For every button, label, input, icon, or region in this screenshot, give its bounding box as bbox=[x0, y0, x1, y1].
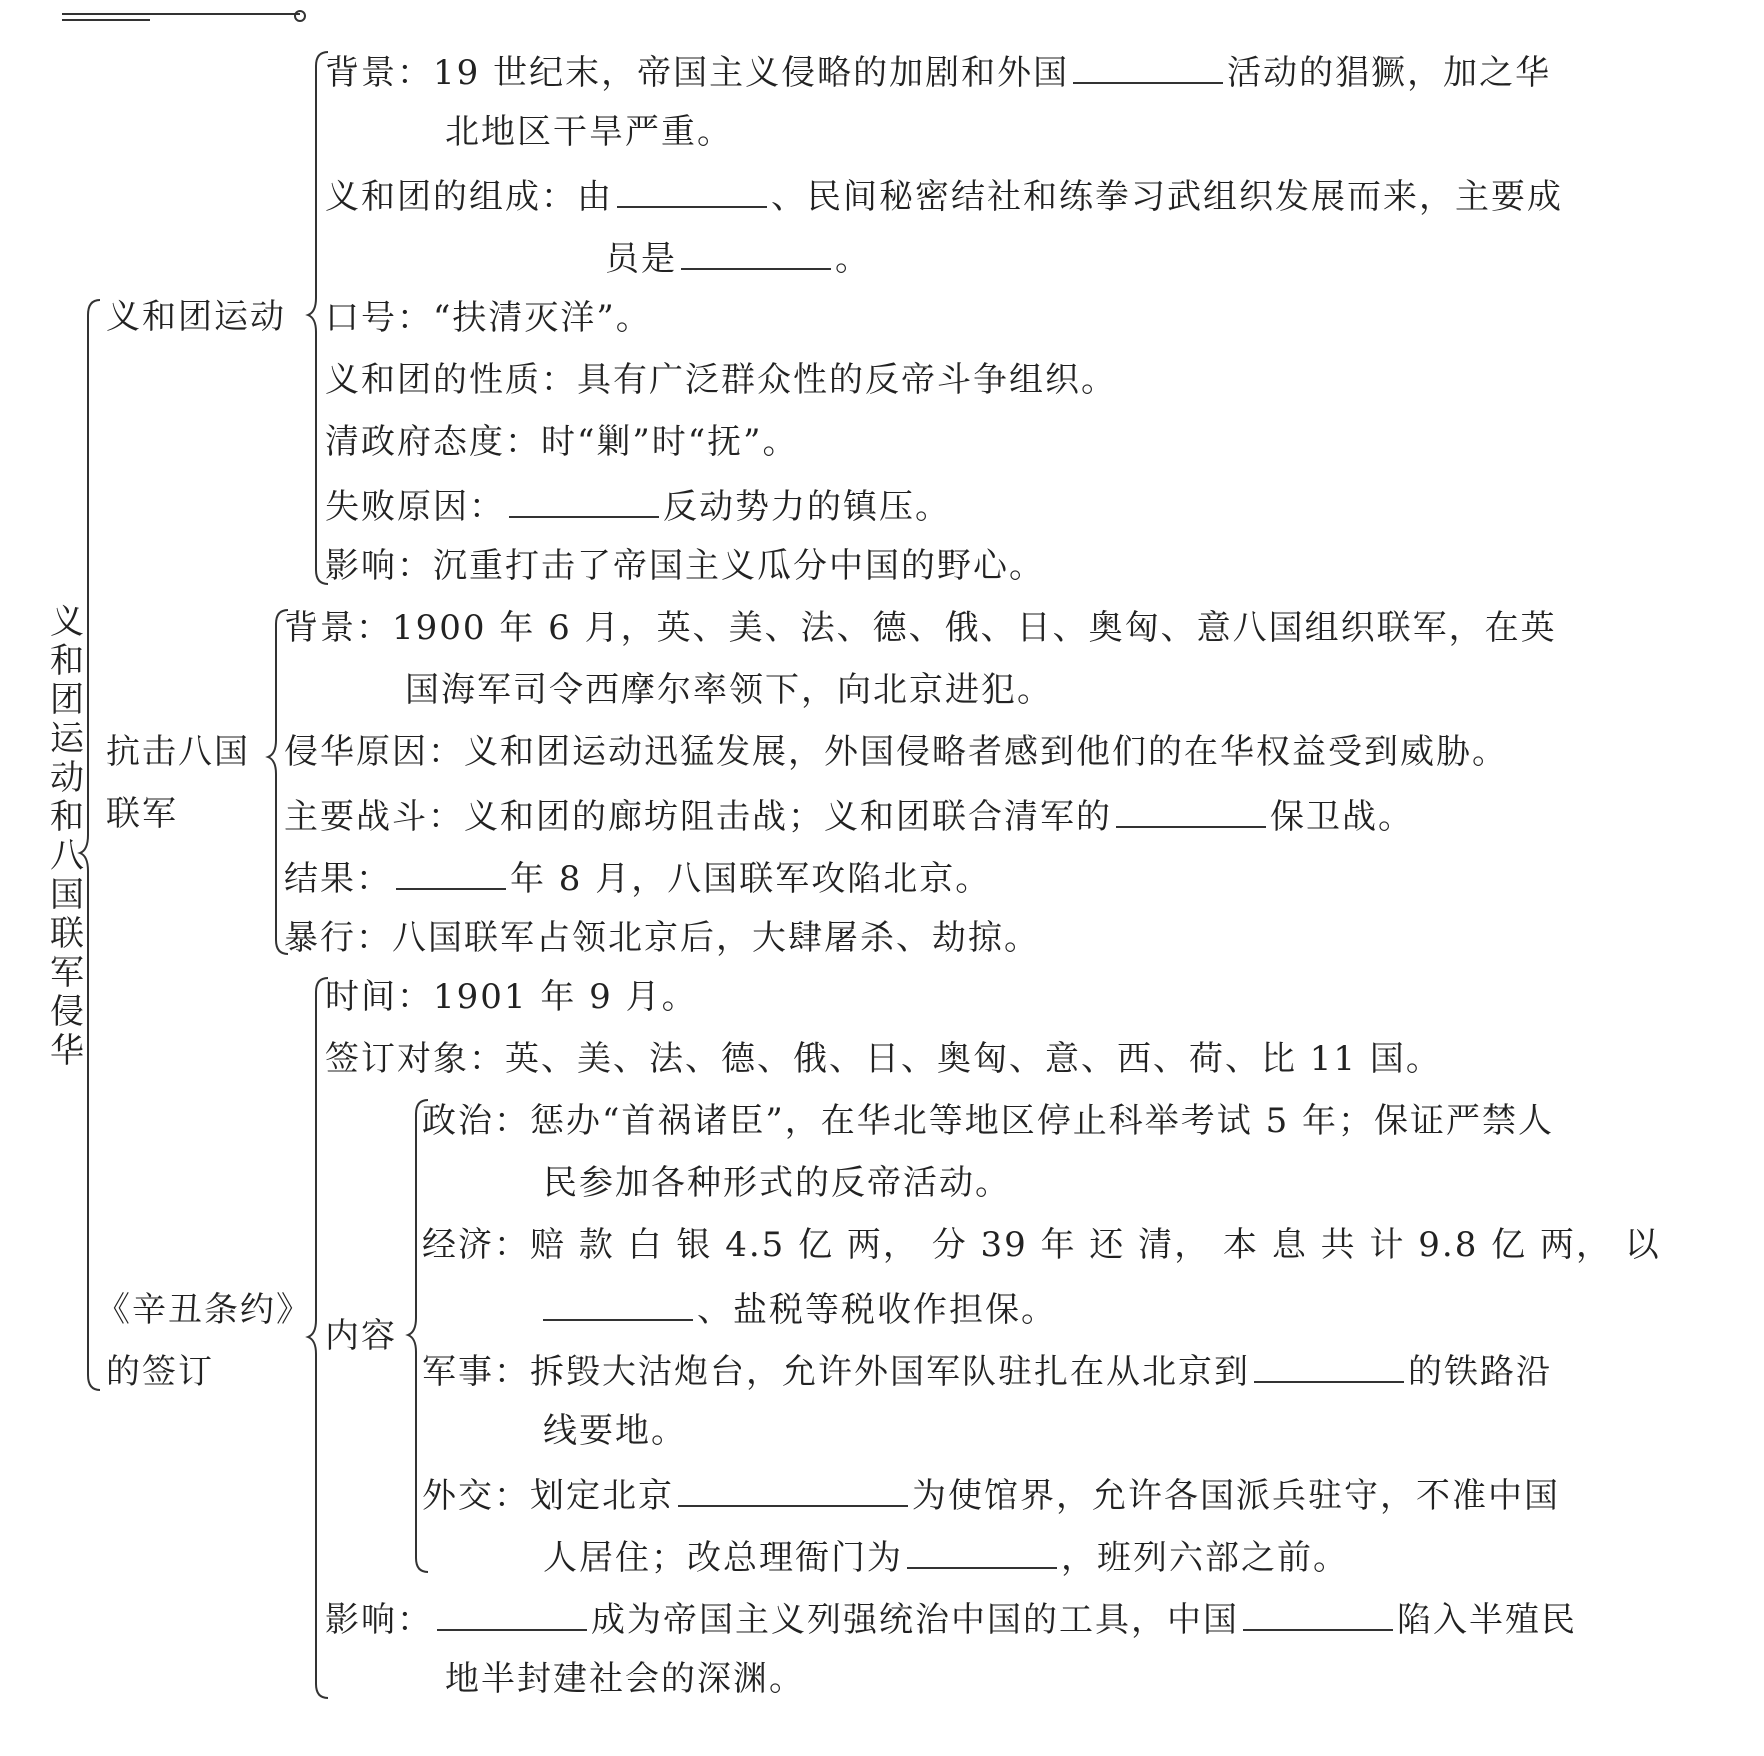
boxer-composition bbox=[325, 172, 1563, 219]
boxer-failure bbox=[325, 482, 951, 529]
treaty-diplomatic-continued bbox=[543, 1533, 1349, 1580]
treaty-economic: 经济：赔 款 白 银 4.5 亿 两， 分 39 年 还 清， 本 息 共 计 9.8 亿 两， 以 bbox=[422, 1225, 1661, 1265]
boxer-qing-attitude: 清政府态度：时“剿”时“抚”。 bbox=[325, 422, 799, 462]
treaty-economic-continued bbox=[543, 1285, 1057, 1332]
resist-battle bbox=[284, 792, 1414, 839]
boxer-background bbox=[325, 48, 1551, 95]
treaty-dip-text-a: 外交：划定北京 bbox=[422, 1476, 674, 1516]
boxer-comp-text-b: 、民间秘密结社和练拳习武组织发展而来，主要成 bbox=[771, 177, 1563, 217]
boxer-slogan: 口号：“扶清灭洋”。 bbox=[325, 298, 652, 338]
boxer-label: 义和团运动 bbox=[106, 297, 286, 337]
resist-result-label: 结果： bbox=[284, 859, 392, 899]
treaty-eco-text-b: 、盐税等税收作担保。 bbox=[697, 1290, 1057, 1330]
boxer-bg-continued: 北地区干旱严重。 bbox=[445, 112, 733, 152]
resist-battle-text-b: 保卫战。 bbox=[1270, 797, 1414, 837]
fill-blank[interactable] bbox=[396, 854, 506, 890]
resist-battle-text-a: 主要战斗：义和团的廊坊阻击战；义和团联合清军的 bbox=[284, 797, 1112, 837]
treaty-political: 政治：惩办“首祸诸臣”，在华北等地区停止科举考试 5 年；保证严禁人 bbox=[422, 1101, 1555, 1141]
treaty-impact bbox=[325, 1595, 1577, 1642]
treaty-dip-text-b: 为使馆界，允许各国派兵驻守，不准中国 bbox=[912, 1476, 1560, 1516]
fill-blank[interactable] bbox=[1073, 48, 1223, 84]
treaty-label-line2: 的签订 bbox=[106, 1352, 214, 1392]
resist-bracket bbox=[268, 610, 288, 954]
treaty-time: 时间：1901 年 9 月。 bbox=[325, 977, 698, 1017]
boxer-bg-label: 背景： bbox=[325, 53, 433, 93]
treaty-imp-text-b: 成为帝国主义列强统治中国的工具，中国 bbox=[591, 1600, 1239, 1640]
treaty-imp-label: 影响： bbox=[325, 1600, 433, 1640]
treaty-parties: 签订对象：英、美、法、德、俄、日、奥匈、意、西、荷、比 11 国。 bbox=[325, 1039, 1442, 1079]
fill-blank[interactable] bbox=[1254, 1347, 1404, 1383]
resist-atrocity: 暴行：八国联军占领北京后，大肆屠杀、劫掠。 bbox=[284, 918, 1040, 958]
fill-blank[interactable] bbox=[681, 234, 831, 270]
boxer-comp-text-c: 员是 bbox=[605, 239, 677, 279]
boxer-comp-text-d: 。 bbox=[835, 239, 871, 279]
treaty-impact-continued: 地半封建社会的深渊。 bbox=[445, 1659, 805, 1699]
fill-blank[interactable] bbox=[509, 482, 659, 518]
resist-background: 背景：1900 年 6 月，英、美、法、德、俄、日、奥匈、意八国组织联军，在英 bbox=[284, 608, 1557, 648]
boxer-impact: 影响：沉重打击了帝国主义瓜分中国的野心。 bbox=[325, 546, 1045, 586]
treaty-dip-text-d: ，班列六部之前。 bbox=[1061, 1538, 1349, 1578]
treaty-political-continued: 民参加各种形式的反帝活动。 bbox=[543, 1163, 1011, 1203]
fill-blank[interactable] bbox=[907, 1533, 1057, 1569]
boxer-fail-text: 反动势力的镇压。 bbox=[663, 487, 951, 527]
resist-bg-continued: 国海军司令西摩尔率领下，向北京进犯。 bbox=[405, 670, 1053, 710]
boxer-fail-label: 失败原因： bbox=[325, 487, 505, 527]
resist-label-line2: 联军 bbox=[106, 794, 178, 834]
resist-result bbox=[284, 854, 991, 901]
treaty-mil-text-a: 军事：拆毁大沽炮台，允许外国军队驻扎在从北京到 bbox=[422, 1352, 1250, 1392]
treaty-label-line1: 《辛丑条约》 bbox=[96, 1290, 312, 1330]
boxer-bg-text-b: 活动的猖獗，加之华 bbox=[1227, 53, 1552, 93]
treaty-diplomatic bbox=[422, 1471, 1560, 1518]
fill-blank[interactable] bbox=[678, 1471, 908, 1507]
treaty-military-continued: 线要地。 bbox=[543, 1411, 687, 1451]
treaty-content-label: 内容 bbox=[325, 1316, 397, 1356]
fill-blank[interactable] bbox=[617, 172, 767, 208]
resist-reason: 侵华原因：义和团运动迅猛发展，外国侵略者感到他们的在华权益受到威胁。 bbox=[284, 732, 1508, 772]
treaty-imp-text-c: 陷入半殖民 bbox=[1397, 1600, 1577, 1640]
boxer-comp-text-a: 由 bbox=[577, 177, 613, 217]
fill-blank[interactable] bbox=[437, 1595, 587, 1631]
fill-blank[interactable] bbox=[1243, 1595, 1393, 1631]
fill-blank[interactable] bbox=[543, 1285, 693, 1321]
main-title: 义和团运动和八国联军侵华 bbox=[50, 602, 84, 1071]
resist-label-line1: 抗击八国 bbox=[106, 732, 250, 772]
treaty-military bbox=[422, 1347, 1552, 1394]
boxer-comp-label: 义和团的组成： bbox=[325, 177, 577, 217]
boxer-nature: 义和团的性质：具有广泛群众性的反帝斗争组织。 bbox=[325, 360, 1117, 400]
resist-result-text: 年 8 月，八国联军攻陷北京。 bbox=[510, 859, 992, 899]
boxer-comp-continued bbox=[605, 234, 871, 281]
treaty-mil-text-b: 的铁路沿 bbox=[1408, 1352, 1552, 1392]
boxer-bg-text-a: 19 世纪末，帝国主义侵略的加剧和外国 bbox=[433, 53, 1070, 93]
treaty-dip-text-c: 人居住；改总理衙门为 bbox=[543, 1538, 903, 1578]
fill-blank[interactable] bbox=[1116, 792, 1266, 828]
